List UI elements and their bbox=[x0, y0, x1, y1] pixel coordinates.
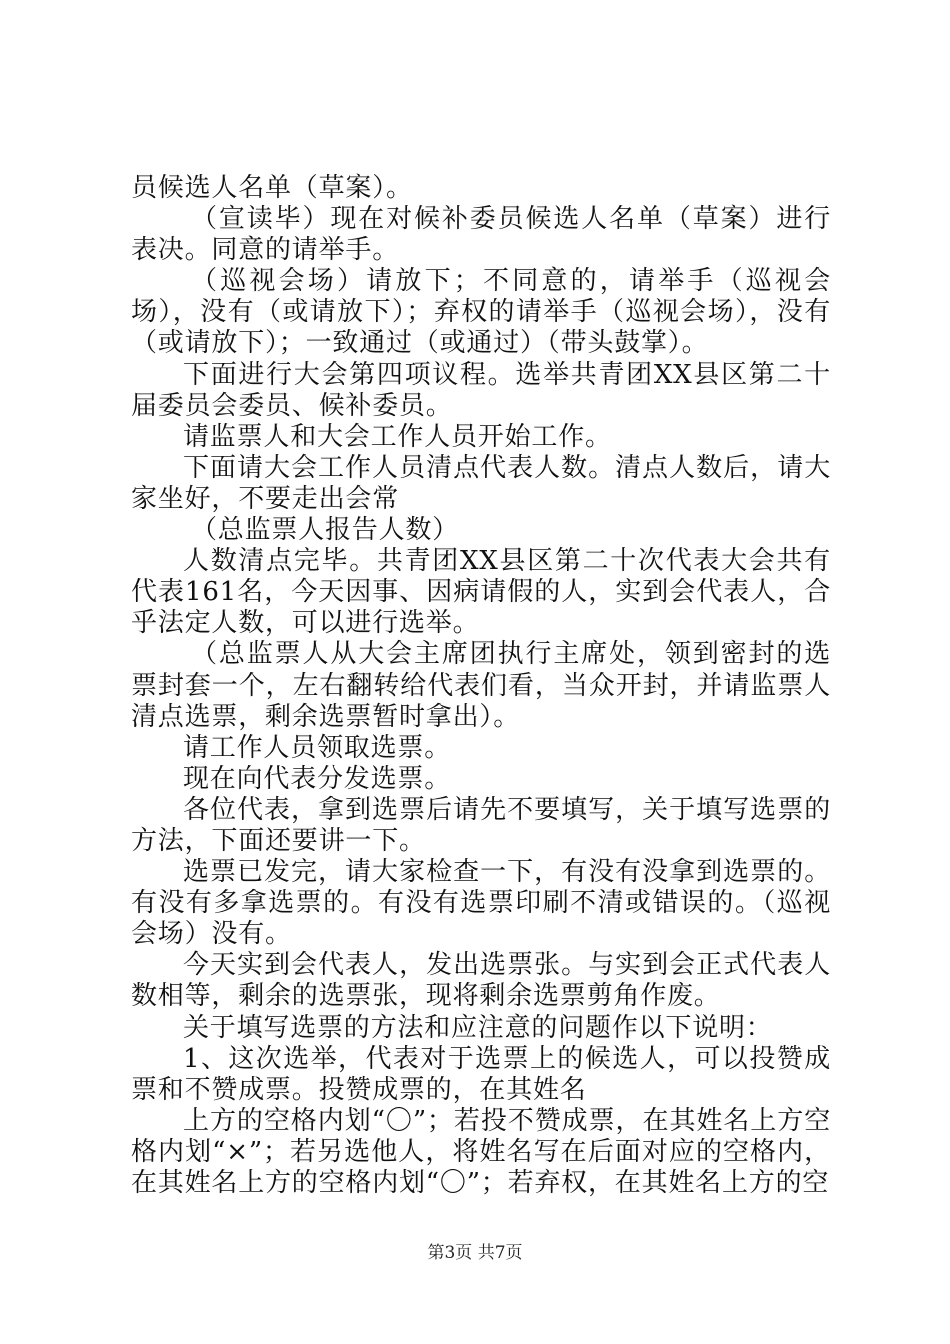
paragraph-15: 关于填写选票的方法和应注意的问题作以下说明： bbox=[183, 1012, 773, 1043]
paragraph-7: （总监票人报告人数） bbox=[191, 515, 460, 546]
paragraph-8: 人数清点完毕。共青团XX县区第二十次代表大会共有代表161名，今天因事、因病请假的人，实到会代表人，合乎法定人数，可以进行选举。 bbox=[131, 546, 831, 639]
paragraph-11: 现在向代表分发选票。 bbox=[183, 763, 452, 794]
paragraph-6: 下面请大会工作人员清点代表人数。清点人数后，请大家坐好，不要走出会常 bbox=[131, 452, 831, 514]
paragraph-4: 下面进行大会第四项议程。选举共青团XX县区第二十届委员会委员、候补委员。 bbox=[131, 359, 831, 421]
paragraph-3: （巡视会场）请放下；不同意的，请举手（巡视会场），没有（或请放下）；弃权的请举手（巡视会场），没有（或请放下）；一致通过（或通过）（带头鼓掌）。 bbox=[131, 266, 831, 359]
paragraph-10: 请工作人员领取选票。 bbox=[183, 732, 452, 763]
page-number-footer: 第3页 共7页 bbox=[427, 1243, 523, 1263]
paragraph-17: 上方的空格内划“〇”；若投不赞成票，在其姓名上方空格内划“×”；若另选他人，将姓名写在后面对应的空格内，在其姓名上方的空格内划“〇”；若弃权，在其姓名上方的空 bbox=[131, 1105, 831, 1198]
paragraph-12: 各位代表，拿到选票后请先不要填写，关于填写选票的方法，下面还要讲一下。 bbox=[131, 794, 831, 856]
document-body bbox=[131, 173, 831, 1199]
paragraph-2: （宣读毕）现在对候补委员候选人名单（草案）进行表决。同意的请举手。 bbox=[131, 204, 831, 266]
paragraph-13: 选票已发完，请大家检查一下，有没有没拿到选票的。有没有多拿选票的。有没有选票印刷不清或错误的。（巡视会场）没有。 bbox=[131, 857, 831, 950]
paragraph-1: 员候选人名单（草案）。 bbox=[131, 173, 413, 203]
paragraph-16: 1、这次选举，代表对于选票上的候选人，可以投赞成票和不赞成票。投赞成票的，在其姓名 bbox=[131, 1043, 831, 1105]
paragraph-9: （总监票人从大会主席团执行主席处，领到密封的选票封套一个，左右翻转给代表们看，当众开封，并请监票人清点选票，剩余选票暂时拿出）。 bbox=[131, 639, 831, 732]
paragraph-5: 请监票人和大会工作人员开始工作。 bbox=[183, 421, 612, 452]
paragraph-14: 今天实到会代表人，发出选票张。与实到会正式代表人数相等，剩余的选票张，现将剩余选票剪角作废。 bbox=[131, 950, 831, 1012]
